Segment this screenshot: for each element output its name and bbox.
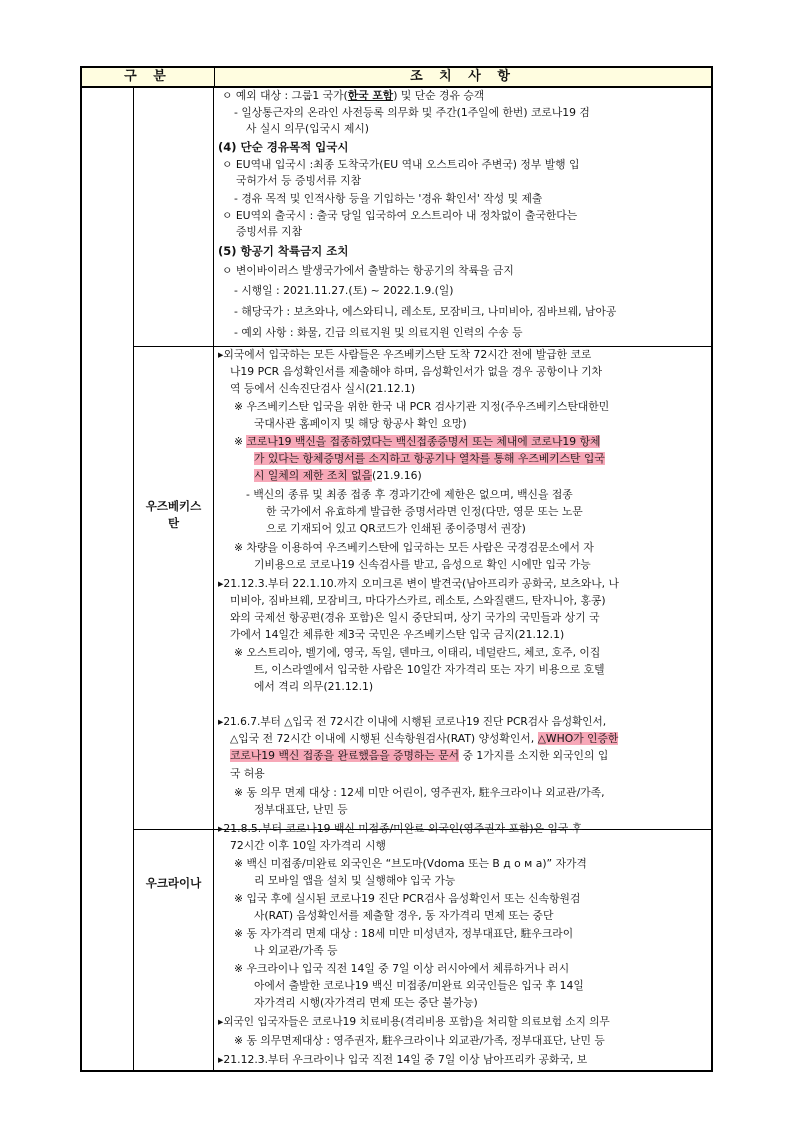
text-line: ※ 백신 미접종/미완료 외국인은 “브도마(Vdoma 또는 В д о м а)” 자가격 xyxy=(234,857,587,870)
text-line xyxy=(254,468,422,484)
text-line: ㅇ 변이바이러스 발생국가에서 출발하는 항공기의 착륙을 금지 xyxy=(222,264,514,277)
text-line xyxy=(254,451,605,467)
text-line: ㅇ EU역외 출국시 : 출국 당일 입국하여 오스트리아 내 정차없이 출국한다는 xyxy=(222,209,578,222)
text-line: 역 등에서 신속진단검사 실시(21.12.1) xyxy=(230,382,416,395)
text-line: 트, 이스라엘에서 입국한 사람은 10일간 자가격리 또는 자기 비용으로 호텔 xyxy=(254,663,605,676)
text-line: ※ 우크라이나 입국 직전 14일 중 7일 이상 러시아에서 체류하거나 러시 xyxy=(234,962,570,975)
text-line: 와의 국제선 항공편(경유 포함)은 일시 중단되며, 상기 국가의 국민들과 상기 국 xyxy=(230,611,600,624)
text-span: (21.9.16) xyxy=(372,469,422,482)
text-line: 으로 기재되어 있고 QR코드가 인쇄된 종이증명서 권장) xyxy=(266,522,526,535)
header-measures: 조 치 사 항 xyxy=(214,68,711,86)
subheading-transit: (4) 단순 경유목적 입국시 xyxy=(218,140,349,154)
text-line: 국 허용 xyxy=(230,767,265,780)
text-line: 한 국가에서 유효하게 발급한 증명서라면 인정(다만, 영문 또는 노문 xyxy=(266,505,583,518)
text-line xyxy=(230,731,618,747)
highlighted-text: 코로나19 백신을 접종하였다는 백신접종증명서 또는 체내에 코로나19 항체 xyxy=(246,435,601,448)
text-line: ▸21.8.5.부터 코로나19 백신 미접종/미완료 외국인(영주권자 포함)은 입국 후 xyxy=(218,822,583,835)
text-line: 나19 PCR 음성확인서를 제출해야 하며, 음성확인서가 없을 경우 공항이나 기차 xyxy=(230,365,603,378)
section-austria-continued xyxy=(214,88,711,346)
text-line: 증빙서류 지참 xyxy=(236,225,303,238)
text-line: ▸21.12.3.부터 22.1.10.까지 오미크론 변이 발견국(남아프리카 공화국, 보츠와나, 나 xyxy=(218,577,619,590)
country-label-line: 우즈베키스 xyxy=(145,499,202,513)
text-line: ▸21.12.3.부터 우크라이나 입국 직전 14일 중 7일 이상 남아프리카 공화국, 보 xyxy=(218,1053,588,1066)
text-line: ※ 동 의무면제대상 : 영주권자, 駐우크라이나 외교관/가족, 정부대표단, 난민 등 xyxy=(234,1034,605,1047)
country-uzbekistan xyxy=(133,498,214,532)
text-line: - 시행일 : 2021.11.27.(토) ~ 2022.1.9.(일) xyxy=(234,284,454,297)
country-ukraine xyxy=(133,875,214,892)
table-header xyxy=(82,68,711,88)
text-line: 정부대표단, 난민 등 xyxy=(254,803,348,816)
country-label-line: 우크라이나 xyxy=(145,876,202,890)
text-line: ※ 입국 후에 실시된 코로나19 진단 PCR검사 음성확인서 또는 신속항원검 xyxy=(234,892,581,905)
measures-table xyxy=(80,66,713,1072)
text-emphasis: 한국 포함 xyxy=(347,89,394,102)
text-line xyxy=(234,434,600,450)
text-line: 사(RAT) 음성확인서를 제출할 경우, 동 자가격리 면제 또는 중단 xyxy=(254,909,554,922)
text-line: - 경유 목적 및 인적사항 등을 기입하는 '경유 확인서' 작성 및 제출 xyxy=(234,192,543,205)
text-line: 기비용으로 코로나19 신속검사를 받고, 음성으로 확인 시에만 입국 가능 xyxy=(254,558,591,571)
text-line: 에서 격리 의무(21.12.1) xyxy=(254,680,374,693)
text-line: - 백신의 종류 및 최종 접종 후 경과기간에 제한은 없으며, 백신을 접종 xyxy=(246,488,573,501)
text-line: ※ 우즈베키스탄 입국을 위한 한국 내 PCR 검사기관 지정(주우즈베키스탄대한민 xyxy=(234,400,610,413)
text-span: ※ xyxy=(234,435,247,448)
text-line: 국대사관 홈페이지 및 해당 항공사 확인 요망) xyxy=(254,417,467,430)
col-divider-left xyxy=(133,88,134,1072)
text-span: 중 1가지를 소지한 외국인의 입 xyxy=(459,749,609,762)
text-line: ▸21.6.7.부터 △입국 전 72시간 이내에 시행된 코로나19 진단 PCR검사 음성확인서, xyxy=(218,716,607,728)
text-line: 국허가서 등 증빙서류 지참 xyxy=(236,174,362,187)
text-line: 사 실시 의무(입국시 제시) xyxy=(246,122,370,135)
text-line: ※ 오스트리아, 벨기에, 영국, 독일, 덴마크, 이태리, 네덜란드, 체코, 호주, 이집 xyxy=(234,646,601,659)
text-line xyxy=(230,748,608,764)
text-line: 72시간 이후 10일 자가격리 시행 xyxy=(230,839,386,852)
subheading-landing-ban: (5) 항공기 착륙금지 조치 xyxy=(218,244,349,258)
highlighted-text: 코로나19 백신 접종을 완료했음을 증명하는 문서 xyxy=(230,749,460,762)
text-span: △입국 전 72시간 이내에 시행된 신속항원검사(RAT) 양성확인서, xyxy=(230,732,538,745)
text-line: - 예외 사항 : 화물, 긴급 의료지원 및 의료지원 인력의 수송 등 xyxy=(234,326,523,339)
text-line: ※ 차량을 이용하여 우즈베키스탄에 입국하는 모든 사람은 국경검문소에서 자 xyxy=(234,541,594,554)
text-line: - 해당국가 : 보츠와나, 에스와티니, 레소토, 모잠비크, 나미비아, 짐바브웨, 남아공 xyxy=(234,305,617,318)
text-line: 리 모바일 앱을 설치 및 실행해야 입국 가능 xyxy=(254,874,456,887)
text-line: 나 외교관/가족 등 xyxy=(254,944,338,957)
text-line: 아에서 출발한 코로나19 백신 미접종/미완료 외국인들은 입국 후 14일 xyxy=(254,979,584,992)
text-line: ▸외국인 입국자들은 코로나19 치료비용(격리비용 포함)을 처리할 의료보험 소지 의무 xyxy=(218,1016,610,1028)
text-line: 가에서 14일간 체류한 제3국 국민은 우즈베키스탄 입국 금지(21.12.1) xyxy=(230,628,565,641)
text-line: 자가격리 시행(자가격리 면제 또는 중단 불가능) xyxy=(254,996,478,1009)
text-line: - 일상통근자의 온라인 사전등록 의무화 및 주간(1주일에 한번) 코로나19 검 xyxy=(234,106,590,119)
section-ukraine-content xyxy=(214,714,711,1072)
highlighted-text: 시 일체의 제한 조치 없음 xyxy=(254,469,373,482)
highlighted-text: △WHO가 인증한 xyxy=(537,732,619,745)
text-line: ※ 동 자가격리 면제 대상 : 18세 미만 미성년자, 정부대표단, 駐우크라이 xyxy=(234,927,574,940)
text-line: 미비아, 짐바브웨, 모잠비크, 마다가스카르, 레소토, 스와질랜드, 탄자니아, 홍콩) xyxy=(230,594,606,607)
highlighted-text: 가 있다는 항체증명서를 소지하고 항공기나 열차를 통해 우즈베키스탄 입국 xyxy=(254,452,605,465)
text-span: ㅇ 예외 대상 : 그룹1 국가( xyxy=(222,89,348,102)
country-label-line: 탄 xyxy=(167,516,180,530)
text-line xyxy=(222,88,484,104)
text-span: ) 및 단순 경유 승객 xyxy=(393,89,485,102)
text-line: ※ 동 의무 면제 대상 : 12세 미만 어린이, 영주권자, 駐우크라이나 외교관/가족, xyxy=(234,786,605,799)
text-line: ㅇ EU역내 입국시 :최종 도착국가(EU 역내 오스트리아 주변국) 정부 발행 입 xyxy=(222,158,580,171)
text-line: ▸외국에서 입국하는 모든 사람들은 우즈베키스탄 도착 72시간 전에 발급한 코로 xyxy=(218,348,592,361)
header-category: 구 분 xyxy=(124,69,172,84)
